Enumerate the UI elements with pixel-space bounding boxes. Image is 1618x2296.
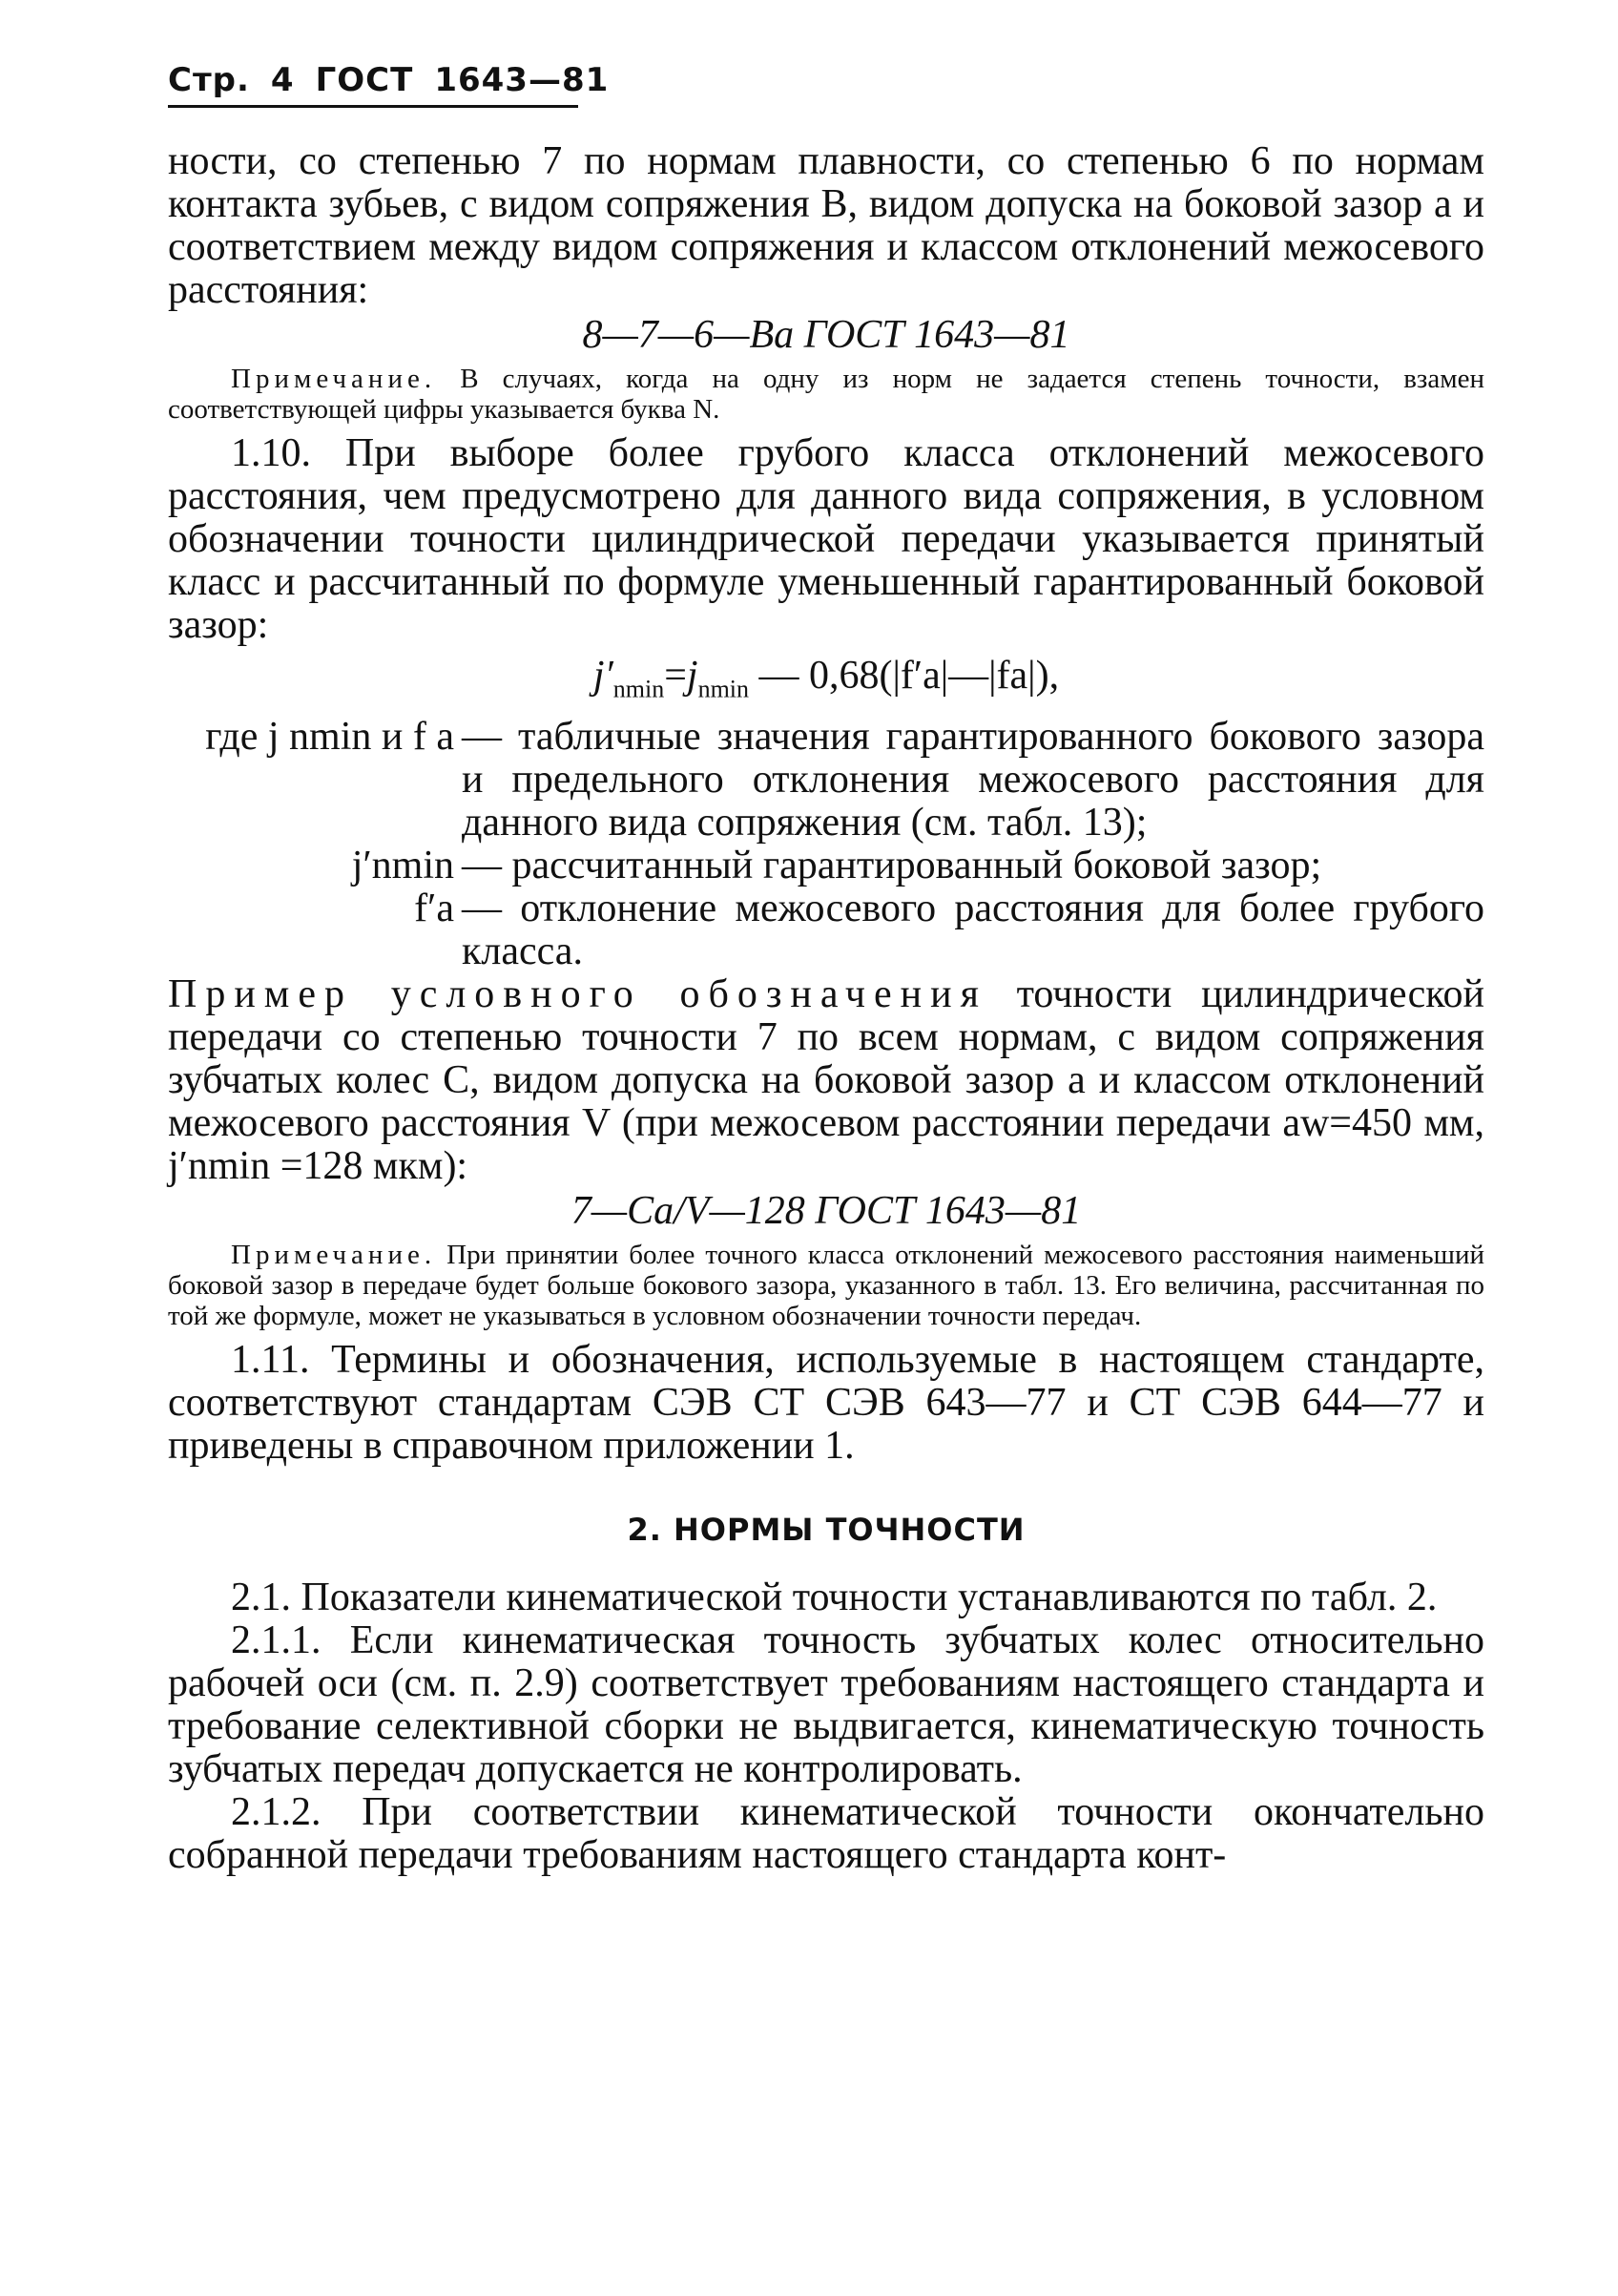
example-text: точности цилиндрической передачи со степенью точности 7 по всем нормам, с видом сопряжения зубчатых колес С, видом допуска на боковой зазор а и классом отклонений межосевого расстояния V (при межосевом расстоянии передачи aw=450 мм, j′nmin =128 мкм): xyxy=(168,972,1484,1189)
formula-lhs: j′ xyxy=(592,654,613,698)
formula-lhs-sub: nmin xyxy=(612,675,665,703)
definition-symbol: f′a xyxy=(414,887,454,931)
definition-text: — рассчитанный гарантированный боковой зазор; xyxy=(462,844,1322,888)
definition-symbol: j′nmin xyxy=(351,844,454,888)
formula-j-sub: nmin xyxy=(697,675,750,703)
symbol-definitions xyxy=(168,716,1484,973)
designation-example-paragraph xyxy=(168,973,1484,1188)
header-standard: ГОСТ xyxy=(315,61,414,99)
note-label: Примечание. xyxy=(231,1240,437,1271)
note-2 xyxy=(168,1240,1484,1331)
paragraph-continued: ности, со степенью 7 по нормам плавности, со степенью 6 по нормам контакта зубьев, с видом сопряжения В, видом допуска на боковой зазор а и соответствием между видом сопряжения и классом отклонений межосевого расстояния: xyxy=(168,139,1484,312)
clause-2-1-2: 2.1.2. При соответствии кинематической точности окончательно собранной передачи требованиям настоящего стандарта конт- xyxy=(168,1790,1484,1878)
clause-2-1: 2.1. Показатели кинематической точности устанавливаются по табл. 2. xyxy=(231,1576,1438,1620)
header-page-number: 4 xyxy=(270,61,295,99)
section-heading: 2. НОРМЫ ТОЧНОСТИ xyxy=(627,1512,1026,1549)
document-page xyxy=(168,61,1484,1877)
clause-1-10: 1.10. При выборе более грубого класса отклонений межосевого расстояния, чем предусмотрено для данного вида сопряжения, в условном обозначении точности цилиндрической передачи указывается принятый класс и рассчитанный по формуле уменьшенный гарантированный боковой зазор: xyxy=(168,431,1484,647)
page-header xyxy=(168,61,610,108)
formula-eq: = xyxy=(664,654,687,698)
designation-example-2: 7—Ca/V—128 ГОСТ 1643—81 xyxy=(570,1189,1082,1234)
example-label: Пример условного обозначения xyxy=(168,972,987,1017)
header-page-label: Стр. xyxy=(168,61,250,99)
note-text: При принятии более точного класса отклонений межосевого расстояния наименьший боковой зазор в передаче будет больше бокового зазора, указанного в табл. 13. Его величина, рассчитанная по той же формуле, может не указываться в условном обозначении точности передач. xyxy=(168,1240,1484,1332)
formula-backlash xyxy=(168,651,1484,714)
note-label: Примечание. xyxy=(231,364,437,394)
clause-2-1-1: 2.1.1. Если кинематическая точность зубчатых колес относительно рабочей оси (см. п. 2.9) соответствует требованиям настоящего стандарта и требование селективной сборки не выдвигается, кинематическую точность зубчатых передач допускается не контролировать. xyxy=(168,1618,1484,1792)
definition-text: — отклонение межосевого расстояния для более грубого класса. xyxy=(462,887,1484,974)
definition-text: — табличные значения гарантированного бокового зазора и предельного отклонения межосевого расстояния для данного вида сопряжения (см. табл. 13); xyxy=(462,715,1484,845)
definition-row xyxy=(168,716,1484,845)
designation-example-1: 8—7—6—Ва ГОСТ 1643—81 xyxy=(582,313,1070,357)
definition-row xyxy=(168,845,1484,887)
note-text: В случаях, когда на одну из норм не задается степень точности, взамен соответствующей цифры указывается буква N. xyxy=(168,364,1484,425)
definition-symbol: где j nmin и f a xyxy=(205,715,454,760)
note-1 xyxy=(168,364,1484,425)
formula-j: j xyxy=(686,654,698,698)
clause-1-11: 1.11. Термины и обозначения, используемые в настоящем стандарте, соответствуют стандартам СЭВ СТ СЭВ 643—77 и СТ СЭВ 644—77 и приведены в справочном приложении 1. xyxy=(168,1338,1484,1469)
header-standard-code: 1643—81 xyxy=(434,61,610,99)
definition-row xyxy=(168,887,1484,973)
formula-rest: — 0,68(|f′a|—|fa|), xyxy=(749,654,1060,698)
